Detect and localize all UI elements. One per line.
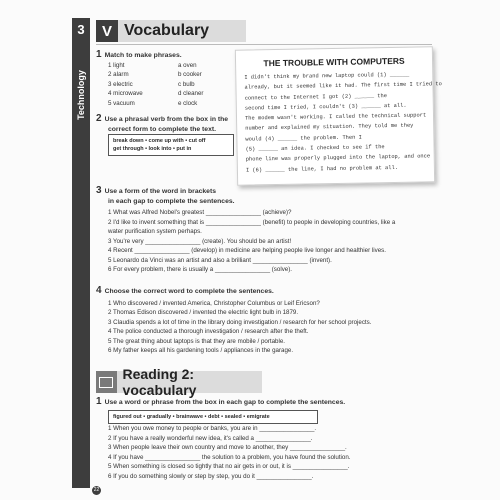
sentence: 1 When you owe money to people or banks, you are in ________________. <box>108 425 317 432</box>
exercise-title: Use a phrasal verb from the box in the <box>104 116 229 123</box>
match-row: 5 vacuum e clock <box>108 99 198 107</box>
sentence: 3 You're very ________________ (create). You should be an artist! <box>108 237 292 245</box>
book-icon <box>96 371 117 393</box>
sentence: 6 For every problem, there is usually a ________________ (solve). <box>108 266 293 273</box>
sentence: 2 I'd like to invent something that is ________________ (benefit) to people in developing countries, like a <box>108 218 396 226</box>
reading-header <box>96 366 262 398</box>
exercise-4 <box>96 286 436 356</box>
reading-title: Reading 2: vocabulary <box>122 366 197 398</box>
exercise-title: Use a form of the word in brackets <box>104 188 216 195</box>
page-number: 22 <box>93 487 100 493</box>
unit-label: Technology <box>76 70 86 120</box>
article-body: I didn't think my brand new laptop could (1) ______ already, but it seemed like it had. The first time I tried to connect to the Internet I got (2) ______ the second time I tried, I couldn't (3) ______ at all. The modem wasn't working. I called the technical support number and explained my situation. They told me they would (4) ______ the problem. Then I (5) ______ an idea. I checked to see if the phone line was properly plugged into the laptop, and once I (6) ______ the line, I had no problem at all. <box>244 71 442 174</box>
exercise-number: 3 <box>96 185 102 196</box>
sentence: 1 What was Alfred Nobel's greatest ________________ (achieve)? <box>108 209 292 216</box>
article-title: THE TROUBLE WITH COMPUTERS <box>263 55 405 69</box>
exercise-title: in each gap to complete the sentences. <box>108 197 235 205</box>
vocabulary-icon: V <box>96 20 118 42</box>
exercise-number: 1 <box>96 396 102 407</box>
sentence: 1 Who discovered / invented America, Christopher Columbus or Leif Ericson? <box>108 299 320 307</box>
sentence: 3 When people leave their own country and move to another, they ________________. <box>108 444 347 451</box>
exercise-title: Match to make phrases. <box>104 52 182 59</box>
sentence: 5 When something is closed so tightly that no air gets in or out, it is ________________. <box>108 463 350 470</box>
word-box: break down • come up with • cut off get through • look into • put in <box>108 134 234 156</box>
sentence: 6 My father keeps all his gardening tools / appliances in the garage. <box>108 347 294 354</box>
vocabulary-title: Vocabulary <box>124 22 210 39</box>
sentence: 2 Thomas Edison discovered / invented the electric light bulb in 1879. <box>108 309 299 316</box>
sentence: 5 Leonardo da Vinci was an artist and also a brilliant ________________ (invent). <box>108 256 332 264</box>
word-box: figured out • gradually • brainwave • debt • sealed • emigrate <box>108 410 318 424</box>
exercise-3 <box>96 186 436 275</box>
unit-number: 3 <box>77 22 85 37</box>
match-row: 3 electric c bulb <box>108 80 195 88</box>
sentence: 6 If you do something slowly or step by step, you do it ________________. <box>108 472 314 480</box>
reading-sentences <box>108 424 438 481</box>
exercise-number: 2 <box>96 113 102 124</box>
match-row: 2 alarm b cooker <box>108 71 202 78</box>
vocabulary-header <box>96 20 246 42</box>
article-card <box>235 46 442 185</box>
exercise-title: Use a word or phrase from the box in each gap to complete the sentences. <box>104 399 346 406</box>
exercise-2 <box>96 114 232 134</box>
sentence: 4 Recent ________________ (develop) in medicine are helping people live longer and healthier lives. <box>108 247 386 254</box>
sentence: 3 Claudia spends a lot of time in the library doing investigation / research for her school projects. <box>108 318 372 326</box>
sentence: water purification system perhaps. <box>108 228 202 235</box>
exercise-number: 1 <box>96 49 102 60</box>
sentence: 4 The police conducted a thorough investigation / research after the theft. <box>108 328 309 335</box>
sentence: 4 If you have ________________ the solution to a problem, you have found the solution. <box>108 453 351 461</box>
reading-exercise-1 <box>96 397 436 408</box>
divider <box>96 44 432 45</box>
exercise-number: 4 <box>96 285 102 296</box>
exercise-title: Choose the correct word to complete the sentences. <box>104 288 274 295</box>
sentence: 5 The great thing about laptops is that they are mobile / portable. <box>108 337 286 345</box>
exercise-1 <box>96 50 236 108</box>
match-row: 1 light a oven <box>108 61 197 69</box>
exercise-title: correct form to complete the text. <box>108 125 217 133</box>
match-row: 4 microwave d cleaner <box>108 90 204 97</box>
sentence: 2 If you have a really wonderful new idea, it's called a ________________. <box>108 434 313 442</box>
